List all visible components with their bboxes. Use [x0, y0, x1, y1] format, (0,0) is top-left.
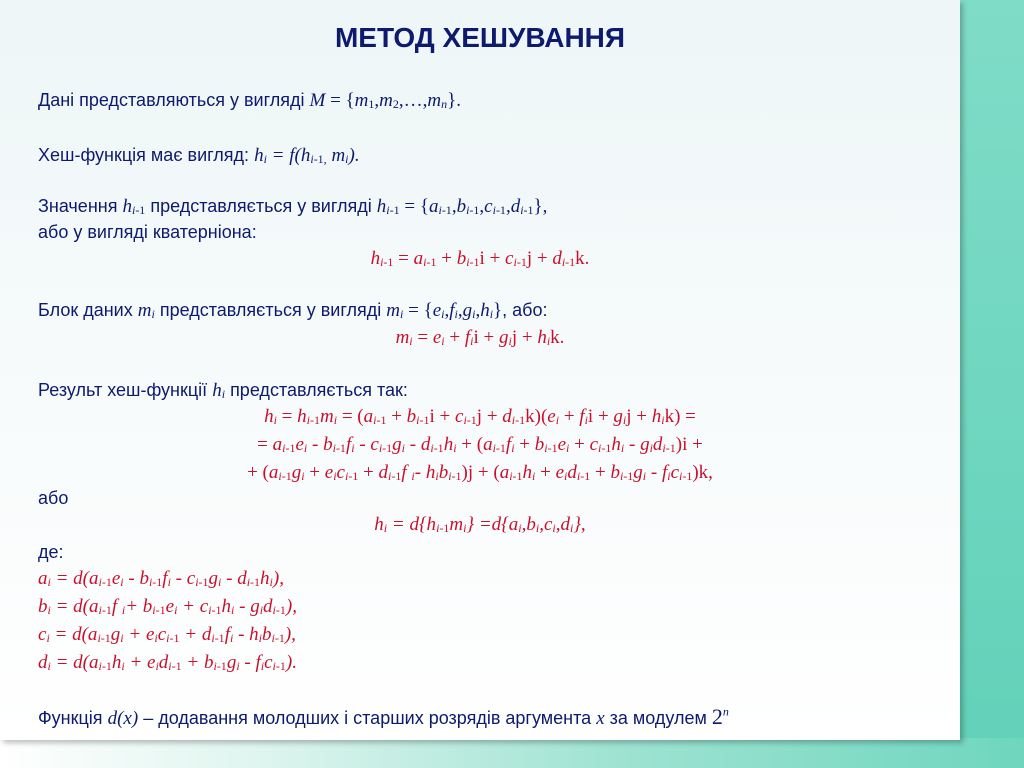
label-or: або: [38, 488, 69, 508]
formula-h-prev-set: $h_{i-1} = \{a_{i-1},b_{i-1},c_{i-1},d_{i-1}\}$,: [376, 196, 548, 217]
formula-m-i-set: $m_i = \{e_i,f_i,g_i,h_i\}$: [386, 300, 503, 321]
data-block-line: [38, 300, 548, 322]
data-representation-text: Дані представляються у вигляді: [38, 90, 305, 110]
formula-result-3: + ($a_{i-1}g_i + e_ic_{i-1} + d_{i-1}f$ $_i$- $h_ib_{i-1})j + (a_{i-1}h_i + e_id_{i-1} + b_{i-1}g_i - f_ic_{i-1})k$,: [247, 462, 713, 483]
formula-h-prev: $h_{i-1}$: [122, 196, 146, 217]
formula-b-i: $b_i = d(a_{i-1}f$ $_i+ b_{i-1}e_i + c_{i-1}h_i - g_id_{i-1}$),: [38, 596, 297, 617]
slide-title: МЕТОД ХЕШУВАННЯ: [334, 22, 626, 53]
footer-line: [38, 704, 729, 730]
label-where: де:: [38, 542, 64, 562]
formula-d-i: $d_i = d(a_{i-1}h_i + e_id_{i-1} + b_{i-1}g_i - f_ic_{i-1})$.: [38, 652, 297, 673]
block-text-b: представляється у вигляді: [159, 300, 382, 320]
hash-function-line: [38, 145, 360, 167]
formula-a-i: $a_i = d(a_{i-1}e_i - b_{i-1}f_i - c_{i-1}g_i - d_{i-1}h_i)$,: [38, 568, 284, 589]
value-text-a: Значення: [38, 196, 118, 216]
formula-c-i: $c_i = d(a_{i-1}g_i + e_ic_{i-1} + d_{i-1}f_i - h_ib_{i-1})$,: [38, 624, 296, 645]
footer-text-c: за модулем: [609, 708, 707, 728]
formula-result-1: $h_i = h_{i-1}m_i = (a_{i-1} + b_{i-1}i + c_{i-1}j + d_{i-1}k)(e_i + f_ii + g_ij + h_ik)$ =: [264, 406, 696, 427]
block-text-c: , або:: [502, 300, 548, 320]
formula-d-x: d(x): [107, 708, 139, 729]
formula-quaternion-h: $h_{i-1} = a_{i-1} + b_{i-1}i + c_{i-1}j + d_{i-1}k$.: [370, 248, 590, 269]
formula-result-2: = $a_{i-1}e_i - b_{i-1}f_i - c_{i-1}g_i - d_{i-1}h_i + (a_{i-1}f_i + b_{i-1}e_i + c_{i-1}h_i - g_id_{i-1})i$ +: [257, 434, 703, 455]
formula-h-i: $h_i$: [212, 380, 226, 401]
data-representation-line: [38, 90, 461, 112]
formula-result-compact: $h_i = d\{h_{i-1}m_i\} =d\{a_i,b_i,c_i,d_i\}$,: [374, 514, 586, 535]
result-text-a: Результ хеш-функції: [38, 380, 208, 400]
quaternion-text: або у вигляді кватерніона:: [38, 222, 257, 242]
value-representation-line: [38, 196, 547, 218]
footer-text-a: Функція: [38, 708, 103, 728]
value-text-b: представляється у вигляді: [150, 196, 372, 216]
formula-quaternion-m: $m_i = e_i + f_ii + g_ij + h_ik$.: [395, 327, 565, 348]
result-text-b: представляється так:: [230, 380, 408, 400]
footer-text-b: – додавання молодших і старших розрядів аргумента: [143, 708, 592, 728]
formula-2-pow-n: 2$^n$: [711, 704, 729, 729]
formula-m-set: $M = \{m_1,m_2,\dots,m_n\}$.: [309, 90, 461, 111]
hash-function-text: Хеш-функція має вигляд:: [38, 145, 250, 165]
result-line: [38, 380, 408, 402]
formula-x: x: [596, 708, 605, 729]
accent-band-bottom: [0, 738, 1024, 768]
formula-m-i: $m_i$: [137, 300, 155, 321]
formula-hash-def: $h_i = f(h_{i-1,}$ $m_i$).: [254, 145, 360, 166]
block-text-a: Блок даних: [38, 300, 133, 320]
